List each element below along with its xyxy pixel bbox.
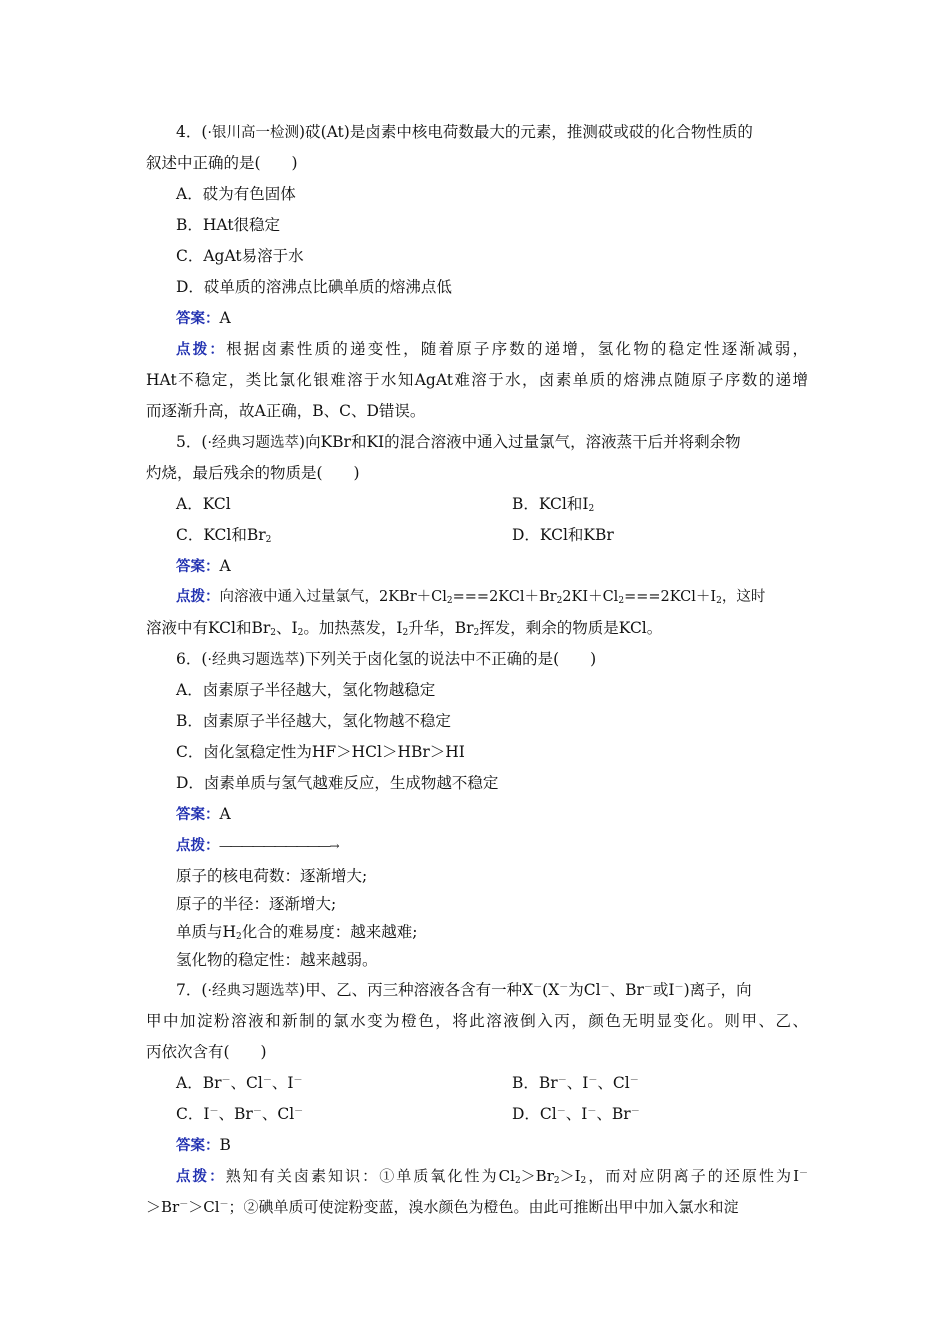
q7-options-row1 — [176, 1072, 838, 1094]
q6-answer: 答案：A — [176, 805, 231, 823]
q7-options-row2 — [176, 1103, 838, 1125]
q6-option-b: B．卤素原子半径越大，氢化物越不稳定 — [176, 712, 451, 730]
q7-option-c: C．I－、Br－、Cl－ — [176, 1105, 304, 1123]
q6-option-c: C．卤化氢稳定性为HF＞HCl＞HBr＞HI — [176, 743, 465, 761]
q6-option-d: D．卤素单质与氢气越难反应，生成物越不稳定 — [176, 774, 499, 792]
q6-hint: 点拨：――――――――――→ — [176, 838, 339, 854]
q5-options-row2 — [176, 524, 838, 546]
trend-arrow: ――――――――――→ — [219, 839, 339, 853]
q4-hint-line2: HAt不稳定，类比氯化银难溶于水知AgAt难溶于水，卤素单质的熔沸点随原子序数的递增 — [146, 371, 808, 389]
q7-option-d: D．Cl－、I－、Br－ — [512, 1105, 640, 1123]
q6-trend-radius: 原子的半径：逐渐增大; — [176, 895, 337, 913]
q7-answer: 答案：B — [176, 1136, 231, 1154]
q6-trend-nuclear-charge: 原子的核电荷数：逐渐增大; — [176, 867, 368, 885]
q5-hint-line2: 溶液中有KCl和$Br_2$、$I_2$。加热蒸发，$I_2$升华，$Br_2$挥发，剩余的物质是KCl。 — [146, 619, 663, 638]
q5-hint-line1: 点拨：向溶液中通入过量氯气，$2KBr+Cl_2===2KCl+Br_22KI+Cl_2===2KCl+I_2$，这时 — [176, 589, 766, 606]
q5-option-c: C．KCl和$Br_2$ — [176, 526, 272, 545]
q5-option-a: A．KCl — [176, 495, 231, 513]
q4-answer: 答案：A — [176, 309, 231, 327]
q5-options-row1 — [176, 493, 838, 515]
q5-stem-line1: 5．(·经典习题选萃)向KBr和KI的混合溶液中通入过量氯气，溶液蒸干后并将剩余物 — [176, 433, 741, 451]
q7-stem-line1: 7．(·经典习题选萃)甲、乙、丙三种溶液各含有一种X－(X－为Cl－、Br－或I－)离子，向 — [176, 981, 752, 999]
q7-stem-line3: 丙依次含有( ) — [146, 1043, 267, 1061]
q6-trend-stability: 氢化物的稳定性：越来越弱。 — [176, 951, 378, 969]
q4-option-c: C．AgAt易溶于水 — [176, 247, 304, 265]
q4-hint-line3: 而逐渐升高，故A正确，B、C、D错误。 — [146, 402, 426, 420]
q5-option-d: D．KCl和KBr — [512, 526, 614, 544]
q5-option-b: B．KCl和$I_2$ — [512, 495, 595, 514]
q7-hint-line1: 点拨：熟知有关卤素知识：①单质氧化性为$Cl_2>Br_2>I_2$，而对应阴离子的还原性为I－ — [176, 1167, 809, 1186]
q4-option-b: B．HAt很稳定 — [176, 216, 281, 234]
q6-stem: 6．(·经典习题选萃)下列关于卤化氢的说法中不正确的是( ) — [176, 650, 597, 668]
q5-answer: 答案：A — [176, 557, 231, 575]
q7-option-a: A．Br－、Cl－、I－ — [176, 1074, 303, 1092]
q4-hint-line1: 点拨：根据卤素性质的递变性，随着原子序数的递增，氢化物的稳定性逐渐减弱， — [176, 340, 808, 358]
q7-stem-line2: 甲中加淀粉溶液和新制的氯水变为橙色，将此溶液倒入丙，颜色无明显变化。则甲、乙、 — [146, 1012, 808, 1030]
q6-trend-reactivity: 单质与$H_2$化合的难易度：越来越难; — [176, 923, 418, 942]
q5-stem-line2: 灼烧，最后残余的物质是( ) — [146, 464, 360, 482]
q4-stem-line1: 4．(·银川高一检测)砹(At)是卤素中核电荷数最大的元素，推测砹或砹的化合物性质的 — [176, 123, 753, 141]
q7-hint-line2: ＞Br－＞Cl－；②碘单质可使淀粉变蓝，溴水颜色为橙色。由此可推断出甲中加入氯水和淀 — [146, 1198, 739, 1216]
q7-option-b: B．Br－、I－、Cl－ — [512, 1074, 639, 1092]
q6-option-a: A．卤素原子半径越大，氢化物越稳定 — [176, 681, 436, 699]
q4-stem-line2: 叙述中正确的是( ) — [146, 154, 298, 172]
q4-option-d: D．砹单质的溶沸点比碘单质的熔沸点低 — [176, 278, 452, 296]
q4-option-a: A．砹为有色固体 — [176, 185, 296, 203]
